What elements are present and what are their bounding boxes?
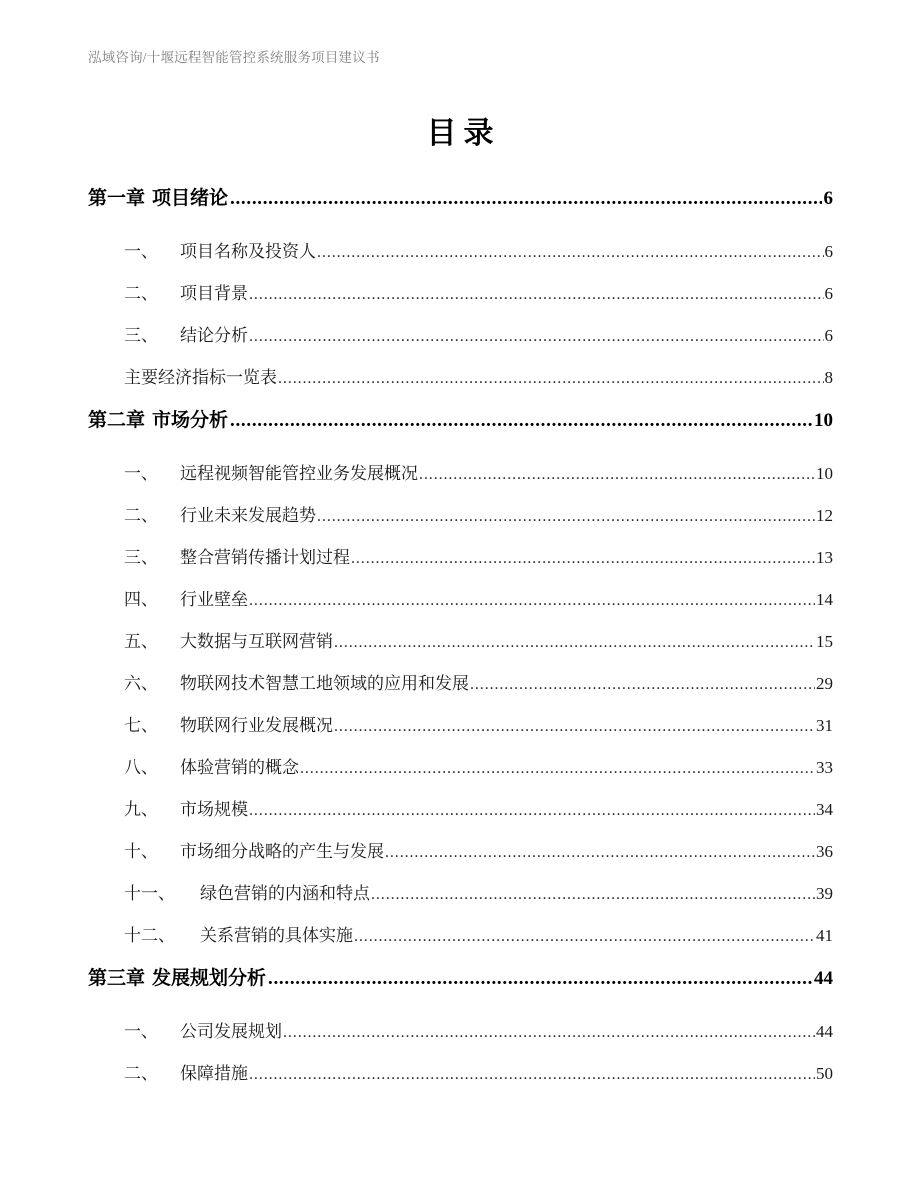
toc-dot-leader [249, 1062, 815, 1087]
toc-entry-page-number: 29 [816, 674, 833, 693]
toc-entry-number: 六、 [124, 674, 158, 693]
toc-entry-page-number: 6 [824, 284, 833, 303]
toc-entry-page-number: 50 [816, 1064, 833, 1083]
toc-dot-leader [230, 186, 821, 212]
toc-entry-label: 市场规模 [180, 800, 248, 819]
toc-entry-label: 结论分析 [180, 326, 248, 345]
toc-entry-number: 二、 [124, 284, 158, 303]
toc-entry-number: 五、 [124, 632, 158, 651]
toc-section-entry[interactable] [88, 666, 833, 708]
toc-entry-number: 一、 [124, 464, 158, 483]
toc-dot-leader [419, 462, 815, 487]
toc-entry-number: 八、 [124, 758, 158, 777]
toc-entry-label: 物联网技术智慧工地领域的应用和发展 [180, 674, 469, 693]
toc-dot-leader [385, 840, 815, 865]
toc-dot-leader [334, 714, 815, 739]
toc-entry-number: 九、 [124, 800, 158, 819]
toc-entry-page-number: 12 [816, 506, 833, 525]
toc-entry-page-number: 41 [816, 926, 833, 945]
toc-entry-page-number: 10 [814, 410, 833, 431]
page-title: 目录 [426, 117, 501, 150]
toc-entry-number: 十、 [124, 842, 158, 861]
toc-entry-label: 行业壁垒 [180, 590, 248, 609]
toc-entry-number: 七、 [124, 716, 158, 735]
toc-chapter-entry[interactable] [88, 960, 833, 1006]
toc-entry-label: 体验营销的概念 [180, 758, 299, 777]
toc-dot-leader [351, 546, 815, 571]
toc-entry-label: 项目背景 [180, 284, 248, 303]
toc-entry-label: 市场细分战略的产生与发展 [180, 842, 384, 861]
toc-entry-label: 大数据与互联网营销 [180, 632, 333, 651]
toc-entry-number: 十一、 [124, 884, 175, 903]
toc-entry-page-number: 33 [816, 758, 833, 777]
toc-dot-leader [317, 240, 824, 265]
toc-entry-number: 第三章 [88, 968, 146, 989]
toc-entry-label: 关系营销的具体实施 [200, 926, 353, 945]
toc-entry-page-number: 31 [816, 716, 833, 735]
toc-section-entry[interactable] [88, 876, 833, 918]
toc-section-entry[interactable] [88, 498, 833, 540]
toc-section-entry[interactable] [88, 582, 833, 624]
toc-entry-page-number: 8 [824, 368, 833, 387]
toc-entry-label: 保障措施 [180, 1064, 248, 1083]
toc-entry-number: 第二章 [88, 410, 146, 431]
toc-section-entry[interactable] [88, 750, 833, 792]
toc-entry-number: 三、 [124, 326, 158, 345]
table-of-contents [88, 180, 833, 1098]
toc-dot-leader [371, 882, 815, 907]
toc-entry-label: 项目名称及投资人 [180, 242, 316, 261]
toc-entry-label: 主要经济指标一览表 [124, 368, 277, 387]
toc-dot-leader [249, 324, 824, 349]
toc-entry-number: 一、 [124, 1022, 158, 1041]
toc-dot-leader [300, 756, 815, 781]
toc-entry-label: 项目绪论 [152, 188, 229, 209]
toc-entry-label: 市场分析 [152, 410, 229, 431]
toc-dot-leader [283, 1020, 815, 1045]
toc-entry-label: 公司发展规划 [180, 1022, 282, 1041]
toc-entry-page-number: 39 [816, 884, 833, 903]
toc-section-entry[interactable] [88, 624, 833, 666]
toc-entry-page-number: 44 [816, 1022, 833, 1041]
toc-section-entry[interactable] [88, 540, 833, 582]
toc-dot-leader [470, 672, 815, 697]
toc-entry-label: 整合营销传播计划过程 [180, 548, 350, 567]
toc-section-entry[interactable] [88, 448, 833, 498]
toc-entry-page-number: 6 [823, 188, 833, 209]
toc-section-entry[interactable] [88, 1006, 833, 1056]
toc-entry-label: 绿色营销的内涵和特点 [200, 884, 370, 903]
toc-entry-page-number: 10 [816, 464, 833, 483]
toc-entry-number: 一、 [124, 242, 158, 261]
toc-section-entry[interactable] [88, 792, 833, 834]
toc-section-entry[interactable] [88, 708, 833, 750]
toc-entry-page-number: 14 [816, 590, 833, 609]
toc-dot-leader [249, 798, 815, 823]
toc-entry-number: 第一章 [88, 188, 146, 209]
toc-section-entry[interactable] [88, 360, 833, 402]
toc-dot-leader [249, 588, 815, 613]
toc-entry-page-number: 15 [816, 632, 833, 651]
toc-chapter-entry[interactable] [88, 402, 833, 448]
toc-entry-number: 二、 [124, 506, 158, 525]
toc-section-entry[interactable] [88, 318, 833, 360]
toc-section-entry[interactable] [88, 834, 833, 876]
toc-entry-page-number: 44 [814, 968, 833, 989]
toc-entry-label: 行业未来发展趋势 [180, 506, 316, 525]
toc-dot-leader [334, 630, 815, 655]
running-header: 泓域咨询/十堰远程智能管控系统服务项目建议书 [88, 50, 380, 65]
toc-dot-leader [354, 924, 815, 949]
toc-section-entry[interactable] [88, 226, 833, 276]
toc-section-entry[interactable] [88, 1056, 833, 1098]
toc-dot-leader [278, 366, 824, 391]
toc-chapter-entry[interactable] [88, 180, 833, 226]
toc-entry-page-number: 36 [816, 842, 833, 861]
toc-entry-number: 二、 [124, 1064, 158, 1083]
toc-section-entry[interactable] [88, 918, 833, 960]
toc-entry-number: 四、 [124, 590, 158, 609]
toc-entry-number: 三、 [124, 548, 158, 567]
toc-entry-page-number: 6 [824, 326, 833, 345]
toc-section-entry[interactable] [88, 276, 833, 318]
toc-entry-page-number: 34 [816, 800, 833, 819]
toc-entry-label: 远程视频智能管控业务发展概况 [180, 464, 418, 483]
toc-dot-leader [230, 408, 812, 434]
toc-entry-label: 物联网行业发展概况 [180, 716, 333, 735]
toc-entry-page-number: 13 [816, 548, 833, 567]
toc-dot-leader [268, 966, 812, 992]
toc-dot-leader [317, 504, 815, 529]
toc-dot-leader [249, 282, 824, 307]
toc-entry-label: 发展规划分析 [152, 968, 267, 989]
toc-entry-page-number: 6 [824, 242, 833, 261]
toc-entry-number: 十二、 [124, 926, 175, 945]
